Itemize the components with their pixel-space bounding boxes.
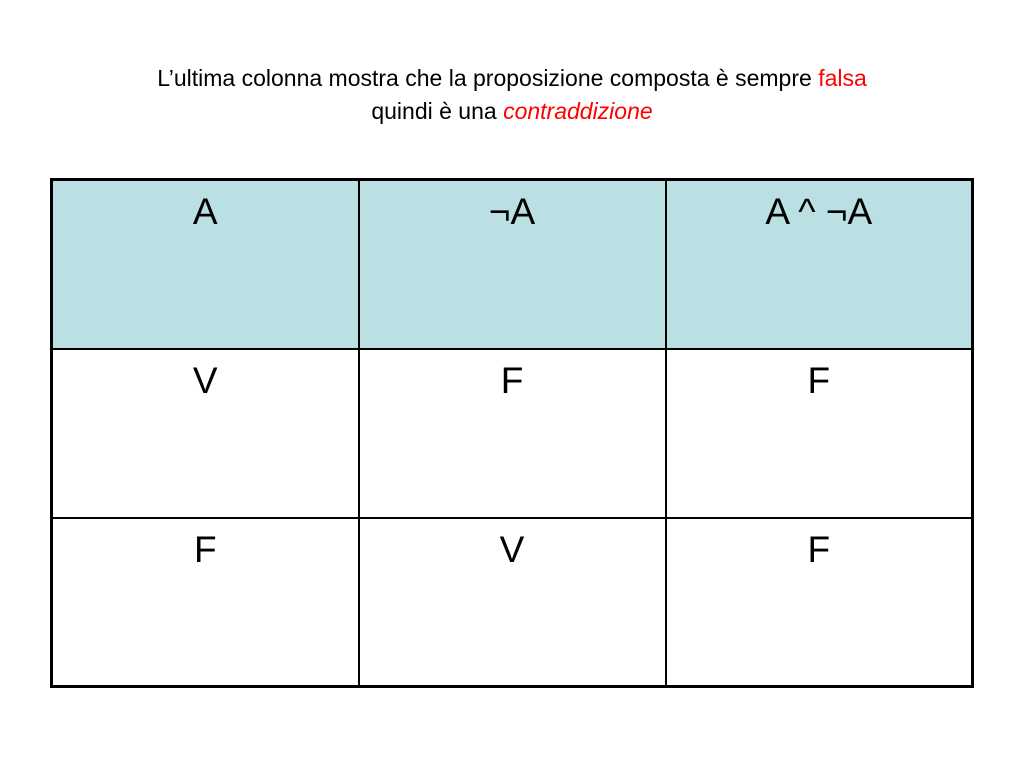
- table-header-row: [52, 180, 973, 349]
- table-cell: V: [359, 518, 666, 687]
- header-cell-not-a: ¬A: [359, 180, 666, 349]
- title-line-2-text: quindi è una: [371, 98, 504, 124]
- title-line-1-text: L’ultima colonna mostra che la proposizione composta è sempre: [157, 65, 819, 91]
- table-cell: F: [52, 518, 359, 687]
- table-row: [52, 349, 973, 518]
- table-cell: F: [359, 349, 666, 518]
- slide-title: [0, 62, 1024, 128]
- title-line-2: [0, 95, 1024, 128]
- header-cell-a-and-not-a: A ^ ¬A: [666, 180, 973, 349]
- title-highlight-falsa: falsa: [818, 65, 867, 91]
- table-row: [52, 518, 973, 687]
- truth-table: [50, 178, 974, 688]
- table-cell: V: [52, 349, 359, 518]
- title-line-1: [0, 62, 1024, 95]
- table-cell: F: [666, 518, 973, 687]
- header-cell-a: A: [52, 180, 359, 349]
- table-cell: F: [666, 349, 973, 518]
- title-highlight-contraddizione: contraddizione: [503, 98, 653, 124]
